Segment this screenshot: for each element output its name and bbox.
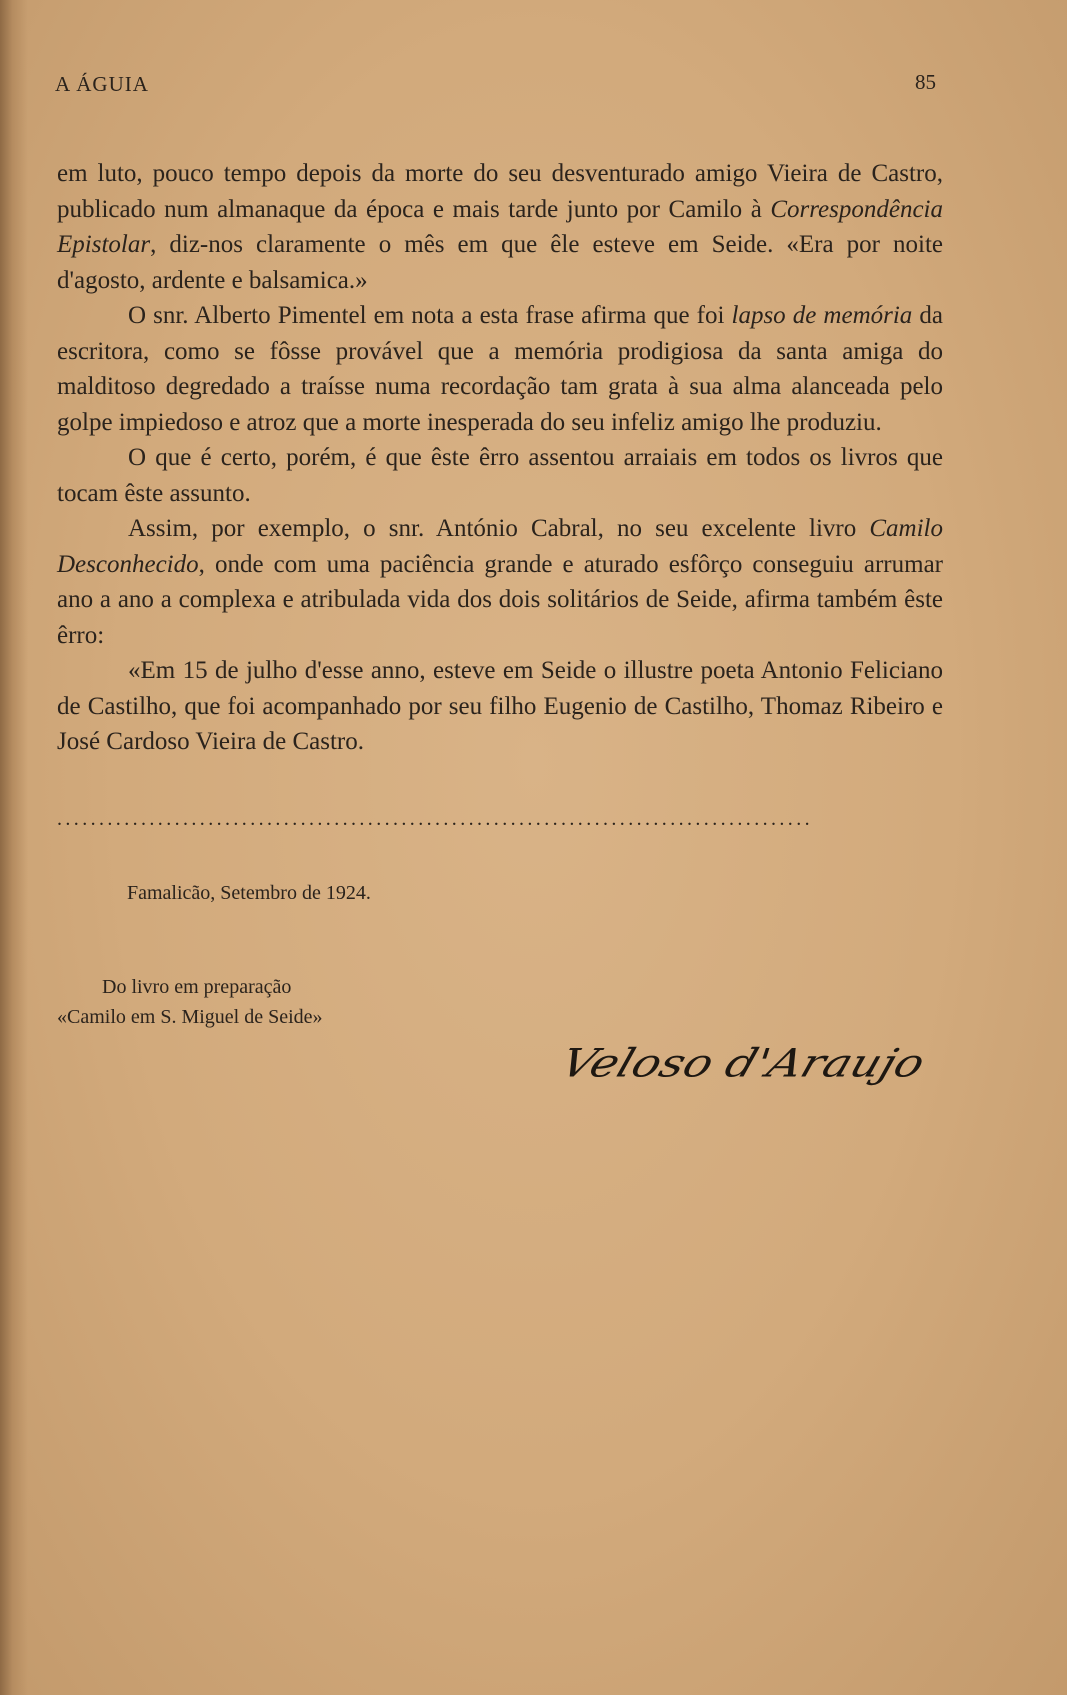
signature-text: Veloso d'Araujo (555, 1040, 931, 1086)
paragraph-1-text-b: , diz-nos claramente o mês em que êle esteve em Seide. «Era por noite d'agosto, ardente e balsamica.» (57, 231, 943, 294)
page-edge-shadow (0, 0, 28, 1695)
paragraph-5-quote: «Em 15 de julho d'esse anno, esteve em Seide o illustre poeta Antonio Feliciano de Castilho, que foi acompanhado por seu filho Eugenio de Castilho, Thomaz Ribeiro e José Cardoso Vieira de Castro. (57, 657, 943, 755)
source-note-line-2: «Camilo em S. Miguel de Seide» (57, 1006, 323, 1028)
source-note (57, 972, 323, 1032)
body-text (57, 156, 943, 760)
paragraph-1 (57, 156, 943, 298)
page-number: 85 (915, 70, 936, 94)
paragraph-4-text-a: Assim, por exemplo, o snr. António Cabral, no seu excelente livro (128, 515, 870, 542)
paragraph-4-text-b: , onde com uma paciência grande e aturado esfôrço conseguiu arrumar ano a ano a complexa e atribulada vida dos dois solitários de Seide, afirma também êste êrro: (57, 550, 943, 649)
paragraph-3: O que é certo, porém, é que êste êrro assentou arraiais em todos os livros que tocam êste assunto. (57, 444, 943, 507)
paragraph-1-text-a: em luto, pouco tempo depois da morte do seu desventurado amigo Vieira de Castro, publicado num almanaque da época e mais tarde junto por Camilo à (57, 160, 943, 223)
paragraph-2-text-b: da escritora, como se fôsse provável que a memória prodigiosa da santa amiga do malditoso degredado a traísse numa recordação tam grata à sua alma alanceada pelo golpe impiedoso e atroz que a morte inesperada do seu infeliz amigo lhe produziu. (57, 302, 943, 436)
book-title-correspondencia: Correspondência Epistolar (57, 195, 943, 258)
source-note-line-1: Do livro em preparação (102, 976, 292, 998)
ellipsis-line: .......................................................................................... (57, 808, 813, 830)
author-signature (555, 1040, 950, 1130)
running-title: A ÁGUIA (55, 72, 149, 96)
paragraph-2-text-a: O snr. Alberto Pimentel em nota a esta frase afirma que foi (128, 302, 732, 329)
dateline: Famalicão, Setembro de 1924. (127, 882, 371, 904)
book-title-camilo-desconhecido: Camilo Desconhecido (57, 515, 943, 578)
paragraph-4 (57, 511, 943, 653)
emphasis-lapso: lapso de memória (731, 302, 913, 329)
paragraph-2 (57, 298, 943, 440)
